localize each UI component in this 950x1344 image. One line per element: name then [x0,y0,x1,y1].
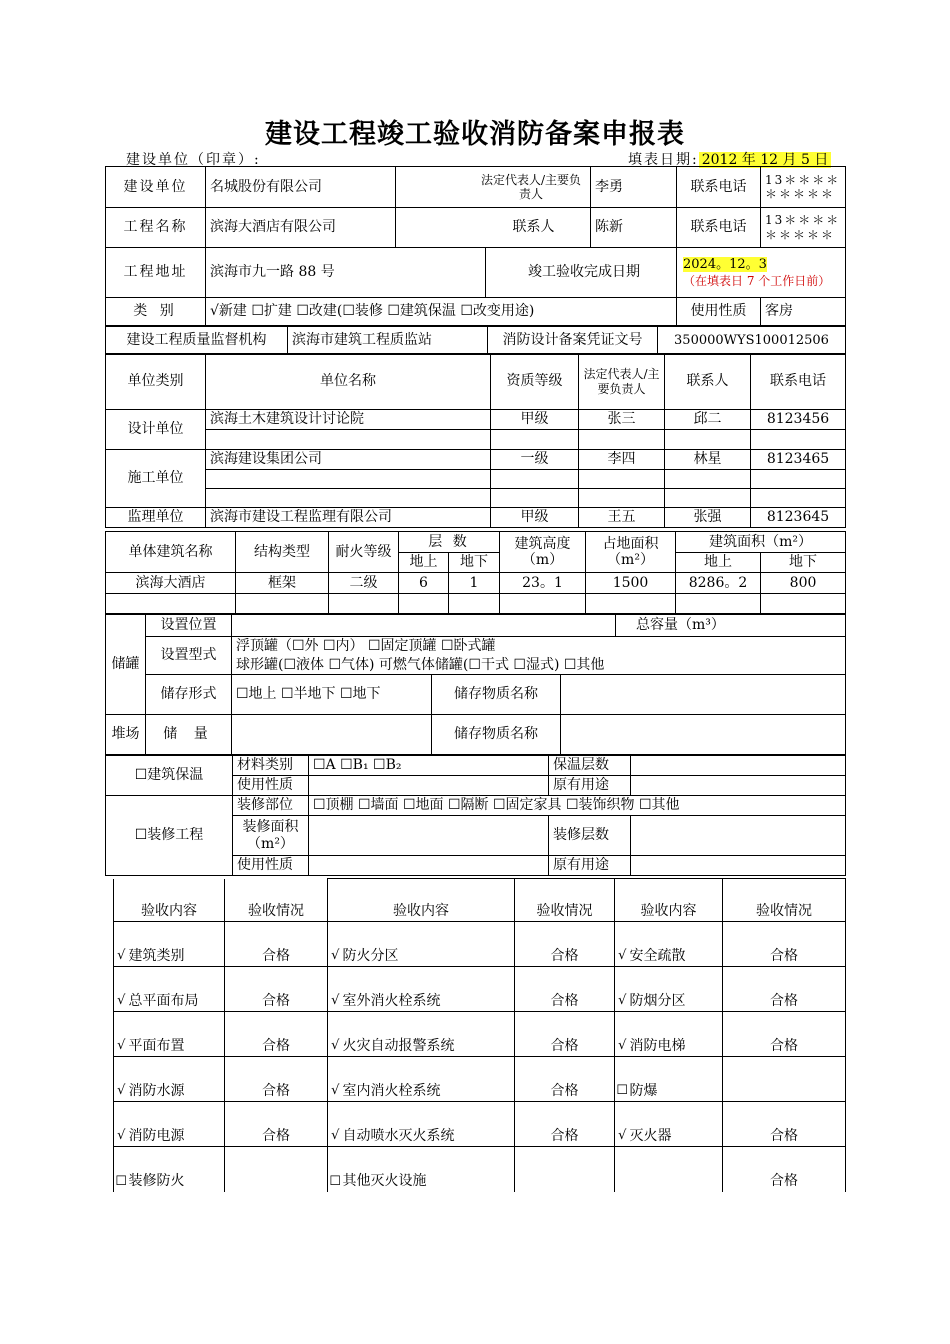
accept-row [114,922,846,967]
bldg-h-height: 建筑高度（m） [500,532,586,573]
accept-check-0-1[interactable]: √ [328,922,343,967]
tank-label: 储罐 [106,615,146,715]
bldg-h-name: 单体建筑名称 [106,532,236,573]
completion-date-label: 竣工验收完成日期 [486,248,677,298]
units-h-type: 单位类别 [106,354,206,410]
fire-design-label: 消防设计备案凭证文号 [488,327,658,355]
accept-item-2-2: 消防电梯 [630,1012,723,1057]
super-unit-phone[interactable]: 8123645 [751,508,846,528]
insul-layers-label: 保温层数 [549,756,631,776]
tank-material-value[interactable] [561,675,846,715]
accept-check-1-0[interactable]: √ [114,967,129,1012]
accept-status-5-1[interactable] [515,1147,615,1192]
yard-label: 堆场 [106,715,146,755]
blank [491,470,579,489]
category-options[interactable]: √新建 ☐扩建 ☐改建(☐装修 ☐建筑保温 ☐改变用途) [206,298,677,326]
bldg-blank[interactable] [761,594,846,614]
accept-item-4-1: 自动喷水灭火系统 [343,1102,515,1147]
design-unit-label: 设计单位 [106,410,206,450]
accept-item-3-2: 防爆 [630,1057,723,1102]
accept-check-2-1[interactable]: √ [328,1012,343,1057]
owner-table [105,166,846,326]
yard-material-label: 储存物质名称 [432,715,561,755]
insul-mat-label: 材料类别 [233,756,309,776]
accept-item-3-0: 消防水源 [129,1057,225,1102]
super-unit-grade[interactable]: 甲级 [491,508,579,528]
design-unit-extra[interactable] [206,430,491,450]
units-h-name: 单位名称 [206,354,491,410]
accept-item-2-1: 火灾自动报警系统 [343,1012,515,1057]
blank [751,470,846,489]
accept-check-1-1[interactable]: √ [328,967,343,1012]
project-name-label: 工程名称 [106,208,206,248]
blank [751,430,846,450]
deco-area-label: 装修面积（m²） [233,816,309,856]
deco-orig-label: 原有用途 [549,856,631,876]
yard-qty-label: 储 量 [146,715,232,755]
contact-phone-label: 联系电话 [677,208,761,248]
usage-value[interactable]: 客房 [761,298,846,326]
category-label: 类 别 [106,298,206,326]
build-unit-label: 施工单位 [106,450,206,508]
accept-item-1-0: 总平面布局 [129,967,225,1012]
accept-h-content-3: 验收内容 [615,879,723,922]
bldg-floors-above[interactable]: 6 [399,573,449,594]
accept-status-2-0[interactable]: 合格 [225,1012,328,1057]
accept-item-0-1: 防火分区 [343,922,515,967]
accept-status-1-0[interactable]: 合格 [225,967,328,1012]
bldg-height[interactable]: 23。1 [500,573,586,594]
accept-item-0-0: 建筑类别 [129,922,225,967]
project-name-value[interactable]: 滨海大酒店有限公司 [206,208,396,248]
tank-material-label: 储存物质名称 [432,675,561,715]
accept-item-4-0: 消防电源 [129,1102,225,1147]
address-label: 工程地址 [106,248,206,298]
bldg-h-fire: 耐火等级 [329,532,399,573]
units-h-contact: 联系人 [665,354,751,410]
building-table [105,531,846,614]
blank [665,470,751,489]
qa-table [105,326,846,355]
deco-orig-value[interactable] [631,856,846,876]
accept-table [113,878,846,1192]
accept-status-0-0[interactable]: 合格 [225,922,328,967]
blank [491,489,579,508]
contact-value[interactable]: 陈新 [591,208,677,248]
design-unit-contact[interactable]: 邱二 [665,410,751,430]
bldg-area-below[interactable]: 800 [761,573,846,594]
accept-status-4-2[interactable]: 合格 [723,1102,846,1147]
build-unit-extra[interactable] [206,489,491,508]
blank [751,489,846,508]
accept-check-0-0[interactable]: √ [114,922,129,967]
super-unit-name[interactable]: 滨海市建设工程监理有限公司 [206,508,491,528]
unit-stamp-label: 建设单位（印章）: [126,152,261,168]
build-unit-contact[interactable]: 林星 [665,450,751,470]
units-h-grade: 资质等级 [491,354,579,410]
design-unit-name[interactable]: 滨海土木建筑设计讨论院 [206,410,491,430]
fill-date-value[interactable]: 2012 年 12 月 5 日 [699,152,832,168]
accept-check-2-0[interactable]: √ [114,1012,129,1057]
accept-h-content-2: 验收内容 [328,879,515,922]
bldg-struct[interactable]: 框架 [236,573,329,594]
accept-check-5-1[interactable]: ☐ [328,1147,343,1192]
accept-status-0-2[interactable]: 合格 [723,922,846,967]
accept-item-5-1: 其他灭火设施 [343,1147,515,1192]
tank-pos-label: 设置位置 [146,615,232,637]
blank [491,430,579,450]
completion-date-value: 2024。12。3 [683,256,767,272]
bldg-h-floors: 层 数 [399,532,500,553]
accept-check-3-1[interactable]: √ [328,1057,343,1102]
deco-layers-value[interactable] [631,816,846,856]
insul-orig-value[interactable] [631,776,846,796]
owner-phone-value[interactable]: 13＊＊＊＊＊＊＊＊＊ [761,167,846,208]
accept-check-5-2[interactable] [615,1147,630,1192]
accept-h-status-3: 验收情况 [723,879,846,922]
contact-phone-value[interactable]: 13＊＊＊＊＊＊＊＊＊ [761,208,846,248]
accept-rows [114,922,846,1192]
bldg-name[interactable]: 滨海大酒店 [106,573,236,594]
accept-check-3-2[interactable]: ☐ [615,1057,630,1102]
accept-status-4-0[interactable]: 合格 [225,1102,328,1147]
accept-status-5-2[interactable]: 合格 [723,1147,846,1192]
deco-use-value[interactable] [309,856,549,876]
owner-phone-label: 联系电话 [677,167,761,208]
owner-unit-value[interactable]: 名城股份有限公司 [206,167,396,208]
bldg-blank[interactable] [449,594,500,614]
accept-row [114,1012,846,1057]
tank-cap-label: 总容量（m³） [616,615,846,637]
bldg-area-above[interactable]: 8286。2 [676,573,761,594]
blank [579,489,665,508]
insul-deco-table [105,755,846,876]
super-unit-rep[interactable]: 王五 [579,508,665,528]
bldg-h-area-below: 地下 [761,553,846,573]
accept-item-5-2 [630,1147,723,1192]
qa-label: 建设工程质量监督机构 [106,327,288,355]
accept-status-1-1[interactable]: 合格 [515,967,615,1012]
tank-store-options[interactable]: ☐地上 ☐半地下 ☐地下 [232,675,432,715]
insul-layers-value[interactable] [631,756,846,776]
accept-item-4-2: 灭火器 [630,1102,723,1147]
super-unit-label: 监理单位 [106,508,206,528]
bldg-blank[interactable] [399,594,449,614]
accept-status-3-1[interactable]: 合格 [515,1057,615,1102]
accept-status-1-2[interactable]: 合格 [723,967,846,1012]
bldg-h-floors-above: 地上 [399,553,449,573]
bldg-h-area: 建筑面积（m²） [676,532,846,553]
usage-label: 使用性质 [677,298,761,326]
accept-row [114,1147,846,1192]
blank [665,489,751,508]
owner-rep-label: 法定代表人/主要负责人 [396,167,591,208]
accept-check-1-2[interactable]: √ [615,967,630,1012]
deco-area-value[interactable] [309,816,549,856]
fill-date-label: 填表日期: [628,152,699,168]
accept-row [114,1102,846,1147]
accept-item-1-1: 室外消火栓系统 [343,967,515,1012]
insul-use-value[interactable] [309,776,549,796]
bldg-h-floors-below: 地下 [449,553,500,573]
accept-item-1-2: 防烟分区 [630,967,723,1012]
design-unit-rep[interactable]: 张三 [579,410,665,430]
accept-check-3-0[interactable]: √ [114,1057,129,1102]
build-unit-extra[interactable] [206,470,491,489]
deco-layers-label: 装修层数 [549,816,631,856]
accept-status-2-1[interactable]: 合格 [515,1012,615,1057]
insul-mat-options[interactable]: ☐A ☐B₁ ☐B₂ [309,756,549,776]
qa-value[interactable]: 滨海市建筑工程质监站 [288,327,488,355]
insul-use-label: 使用性质 [233,776,309,796]
accept-status-0-1[interactable]: 合格 [515,922,615,967]
yard-qty-value[interactable] [232,715,432,755]
accept-row [114,1057,846,1102]
tank-store-label: 储存形式 [146,675,232,715]
accept-check-2-2[interactable]: √ [615,1012,630,1057]
tank-type-label: 设置型式 [146,637,232,675]
design-unit-grade[interactable]: 甲级 [491,410,579,430]
tank-type-line1: 浮顶罐（☐外 ☐内） ☐固定顶罐 ☐卧式罐 [236,638,496,655]
accept-check-0-2[interactable]: √ [615,922,630,967]
accept-status-4-1[interactable]: 合格 [515,1102,615,1147]
deco-part-label: 装修部位 [233,796,309,816]
accept-item-5-0: 装修防火 [129,1147,225,1192]
yard-material-value[interactable] [561,715,846,755]
accept-row [114,967,846,1012]
completion-date[interactable] [677,248,846,298]
deco-label[interactable]: ☐装修工程 [106,796,233,876]
accept-check-4-1[interactable]: √ [328,1102,343,1147]
bldg-blank[interactable] [106,594,236,614]
deco-use-label: 使用性质 [233,856,309,876]
address-value[interactable]: 滨海市九一路 88 号 [206,248,486,298]
bldg-footprint[interactable]: 1500 [586,573,676,594]
accept-h-content-1: 验收内容 [114,879,225,922]
build-unit-phone[interactable]: 8123465 [751,450,846,470]
build-unit-rep[interactable]: 李四 [579,450,665,470]
blank [579,470,665,489]
units-h-rep: 法定代表人/主要负责人 [579,354,665,410]
accept-check-5-0[interactable]: ☐ [114,1147,129,1192]
tank-table [105,614,846,755]
blank [579,430,665,450]
bldg-blank[interactable] [500,594,586,614]
tank-type-options[interactable] [232,637,846,675]
bldg-h-footprint: 占地面积（m²） [586,532,676,573]
fire-design-no[interactable]: 350000WYS100012506 [658,327,846,355]
contact-label: 联系人 [396,208,591,248]
accept-check-4-0[interactable]: √ [114,1102,129,1147]
tank-pos-value[interactable] [232,615,616,637]
accept-status-3-0[interactable]: 合格 [225,1057,328,1102]
deco-part-options[interactable]: ☐顶棚 ☐墙面 ☐地面 ☐隔断 ☐固定家具 ☐装饰织物 ☐其他 [309,796,846,816]
accept-status-5-0[interactable] [225,1147,328,1192]
build-unit-name[interactable]: 滨海建设集团公司 [206,450,491,470]
units-table [105,353,846,528]
tank-type-line2: 球形罐(☐液体 ☐气体) 可燃气体储罐(☐干式 ☐湿式) ☐其他 [236,656,605,673]
insul-orig-label: 原有用途 [549,776,631,796]
accept-status-3-2[interactable] [723,1057,846,1102]
bldg-h-area-above: 地上 [676,553,761,573]
accept-item-3-1: 室内消火栓系统 [343,1057,515,1102]
accept-h-status-1: 验收情况 [225,879,328,922]
bldg-h-struct: 结构类型 [236,532,329,573]
bldg-floors-below[interactable]: 1 [449,573,500,594]
owner-unit-label: 建设单位 [106,167,206,208]
insul-label[interactable]: ☐建筑保温 [106,756,233,796]
accept-item-2-0: 平面布置 [129,1012,225,1057]
bldg-fire[interactable]: 二级 [329,573,399,594]
design-unit-phone[interactable]: 8123456 [751,410,846,430]
bldg-blank[interactable] [329,594,399,614]
bldg-blank[interactable] [676,594,761,614]
accept-check-4-2[interactable]: √ [615,1102,630,1147]
super-unit-contact[interactable]: 张强 [665,508,751,528]
bldg-blank[interactable] [236,594,329,614]
owner-rep-value[interactable]: 李勇 [591,167,677,208]
build-unit-grade[interactable]: 一级 [491,450,579,470]
accept-status-2-2[interactable]: 合格 [723,1012,846,1057]
blank [665,430,751,450]
accept-item-0-2: 安全疏散 [630,922,723,967]
bldg-blank[interactable] [586,594,676,614]
accept-h-status-2: 验收情况 [515,879,615,922]
completion-date-note: （在填表日 7 个工作日前） [683,273,831,288]
form-title: 建设工程竣工验收消防备案申报表 [265,119,685,150]
units-h-phone: 联系电话 [751,354,846,410]
